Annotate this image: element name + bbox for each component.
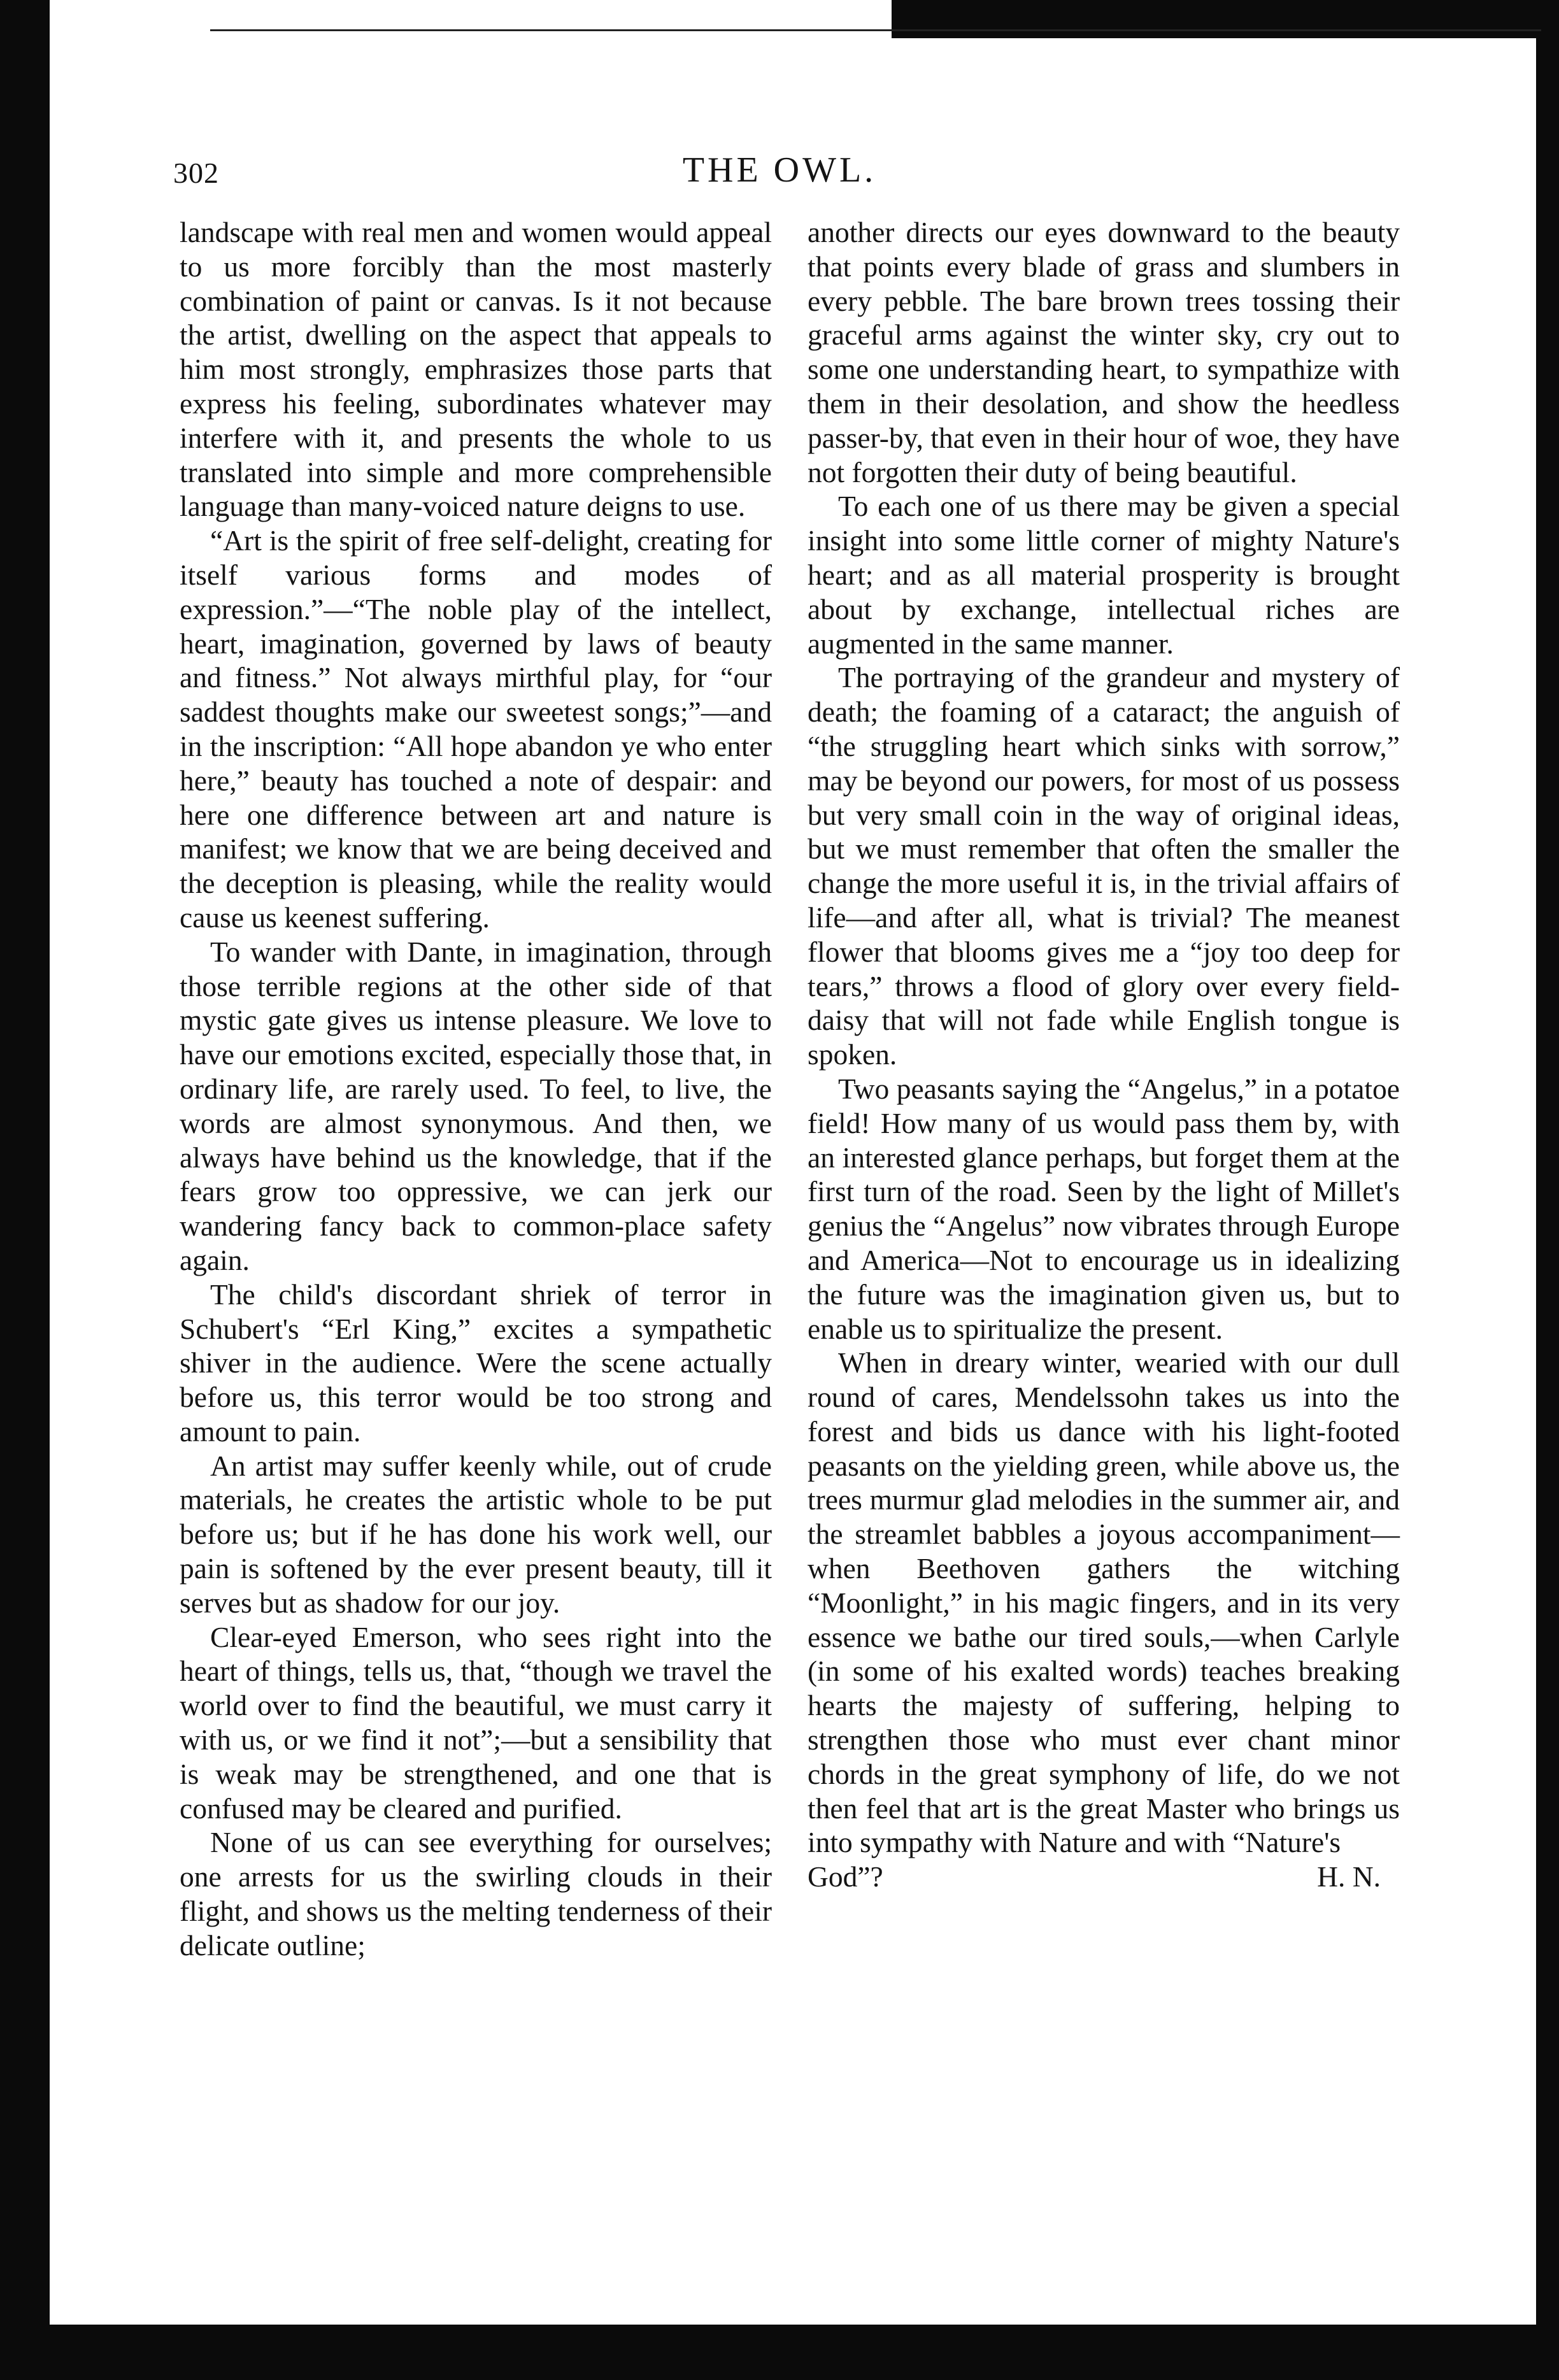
paragraph: To wander with Dante, in imagination, through those terrible regions at the other side of that mystic gate gives us intense pleasure. We love to have our emotions excited, especially those that, in ordinary life, are rarely used. To feel, to live, the words are almost synonymous. And then, we always have behind us the knowledge, that if the fears grow too oppressive, we can jerk our wandering fancy back to common-place safety again. [180, 935, 772, 1276]
running-head-title: THE OWL. [682, 150, 877, 190]
left-column [180, 215, 772, 1963]
page-number: 302 [173, 157, 219, 189]
paragraph: To each one of us there may be given a special insight into some little corner of mighty Nature's heart; and as all material prosperity is brought about by exchange, intellectual riches are augmented in the same manner. [808, 490, 1400, 660]
right-column [808, 215, 1400, 1894]
author-signature: H. N. [1317, 1860, 1381, 1893]
paragraph: The portraying of the grandeur and mystery of death; the foaming of a cataract; the anguish of “the struggling heart which sinks with sorrow,” may be beyond our powers, for most of us possess but very small coin in the way of original ideas, but we must remember that often the smaller the change the more useful it is, in the trivial affairs of life—and after all, what is trivial? The meanest flower that blooms gives me a “joy too deep for tears,” throws a flood of glory over every field-daisy that will not fade while English tongue is spoken. [808, 661, 1400, 1071]
paragraph: Clear-eyed Emerson, who sees right into the heart of things, tells us, that, “though we travel the world over to find the beautiful, we must carry it with us, or we find it not”;—but a sensibility that is weak may be strengthened, and one that is confused may be cleared and purified. [180, 1620, 772, 1825]
paragraph: another directs our eyes downward to the beauty that points every blade of grass and slumbers in every pebble. The bare brown trees tossing their graceful arms against the winter sky, cry out to some one understanding heart, to sympathize with them in their desolation, and show the heedless passer-by, that even in their hour of woe, they have not forgotten their duty of being beautiful. [808, 216, 1400, 488]
paragraph: “Art is the spirit of free self-delight, creating for itself various forms and modes of expression.”—“The noble play of the intellect, heart, imagination, governed by laws of beauty and fitness.” Not always mirthful play, for “our saddest thoughts make our sweetest songs;”—and in the inscription: “All hope abandon ye who enter here,” beauty has touched a note of despair: and here one difference between art and nature is manifest; we know that we are being deceived and the deception is pleasing, while the reality would cause us keenest suffering. [180, 524, 772, 934]
paragraph: An artist may suffer keenly while, out of crude materials, he creates the artistic whole to be put before us; but if he has done his work well, our pain is softened by the ever present beauty, till it serves but as shadow for our joy. [180, 1449, 772, 1619]
paragraph: When in dreary winter, wearied with our dull round of cares, Mendelssohn takes us into the forest and bids us dance with his light-footed peasants on the yielding green, while above us, the trees murmur glad melodies in the summer air, and the streamlet babbles a joyous accompaniment—when Beethoven gathers the witching “Moonlight,” in his magic fingers, and in its very essence we bathe our tired souls,—when Carlyle (in some of his exalted words) teaches breaking hearts the majesty of suffering, helping to strengthen those who must ever chant minor chords in the great symphony of life, do we not then feel that art is the great Master who brings us into sympathy with Nature and with “Nature's [808, 1346, 1400, 1859]
signature-line [808, 1860, 1400, 1894]
paragraph: The child's discordant shriek of terror in Schubert's “Erl King,” excites a sympathetic shiver in the audience. Were the scene actually before us, this terror would be too strong and amount to pain. [180, 1278, 772, 1448]
scan-border-right [1536, 0, 1559, 2380]
paragraph: None of us can see everything for ourselves; one arrests for us the swirling clouds in their flight, and shows us the melting tenderness of their delicate outline; [180, 1826, 772, 1962]
paragraph: Two peasants saying the “Angelus,” in a potatoe field! How many of us would pass them by, with an interested glance perhaps, but forget them at the first turn of the road. Seen by the light of Millet's genius the “Angelus” now vibrates through Europe and America—Not to encourage us in idealizing the future was the imagination given us, but to enable us to spiritualize the present. [808, 1072, 1400, 1345]
scan-border-bottom [50, 2325, 1540, 2380]
scan-border-left [0, 0, 50, 2380]
closing-text: God”? [808, 1860, 883, 1893]
paragraph: landscape with real men and women would appeal to us more forcibly than the most masterly combination of paint or canvas. Is it not because the artist, dwelling on the aspect that appeals to him most strongly, emphrasizes those parts that express his feeling, subordinates whatever may interfere with it, and presents the whole to us translated into simple and more comprehensible language than many-voiced nature deigns to use. [180, 216, 772, 523]
scan-border-top [892, 0, 1541, 38]
scan-top-rule [210, 29, 1541, 31]
